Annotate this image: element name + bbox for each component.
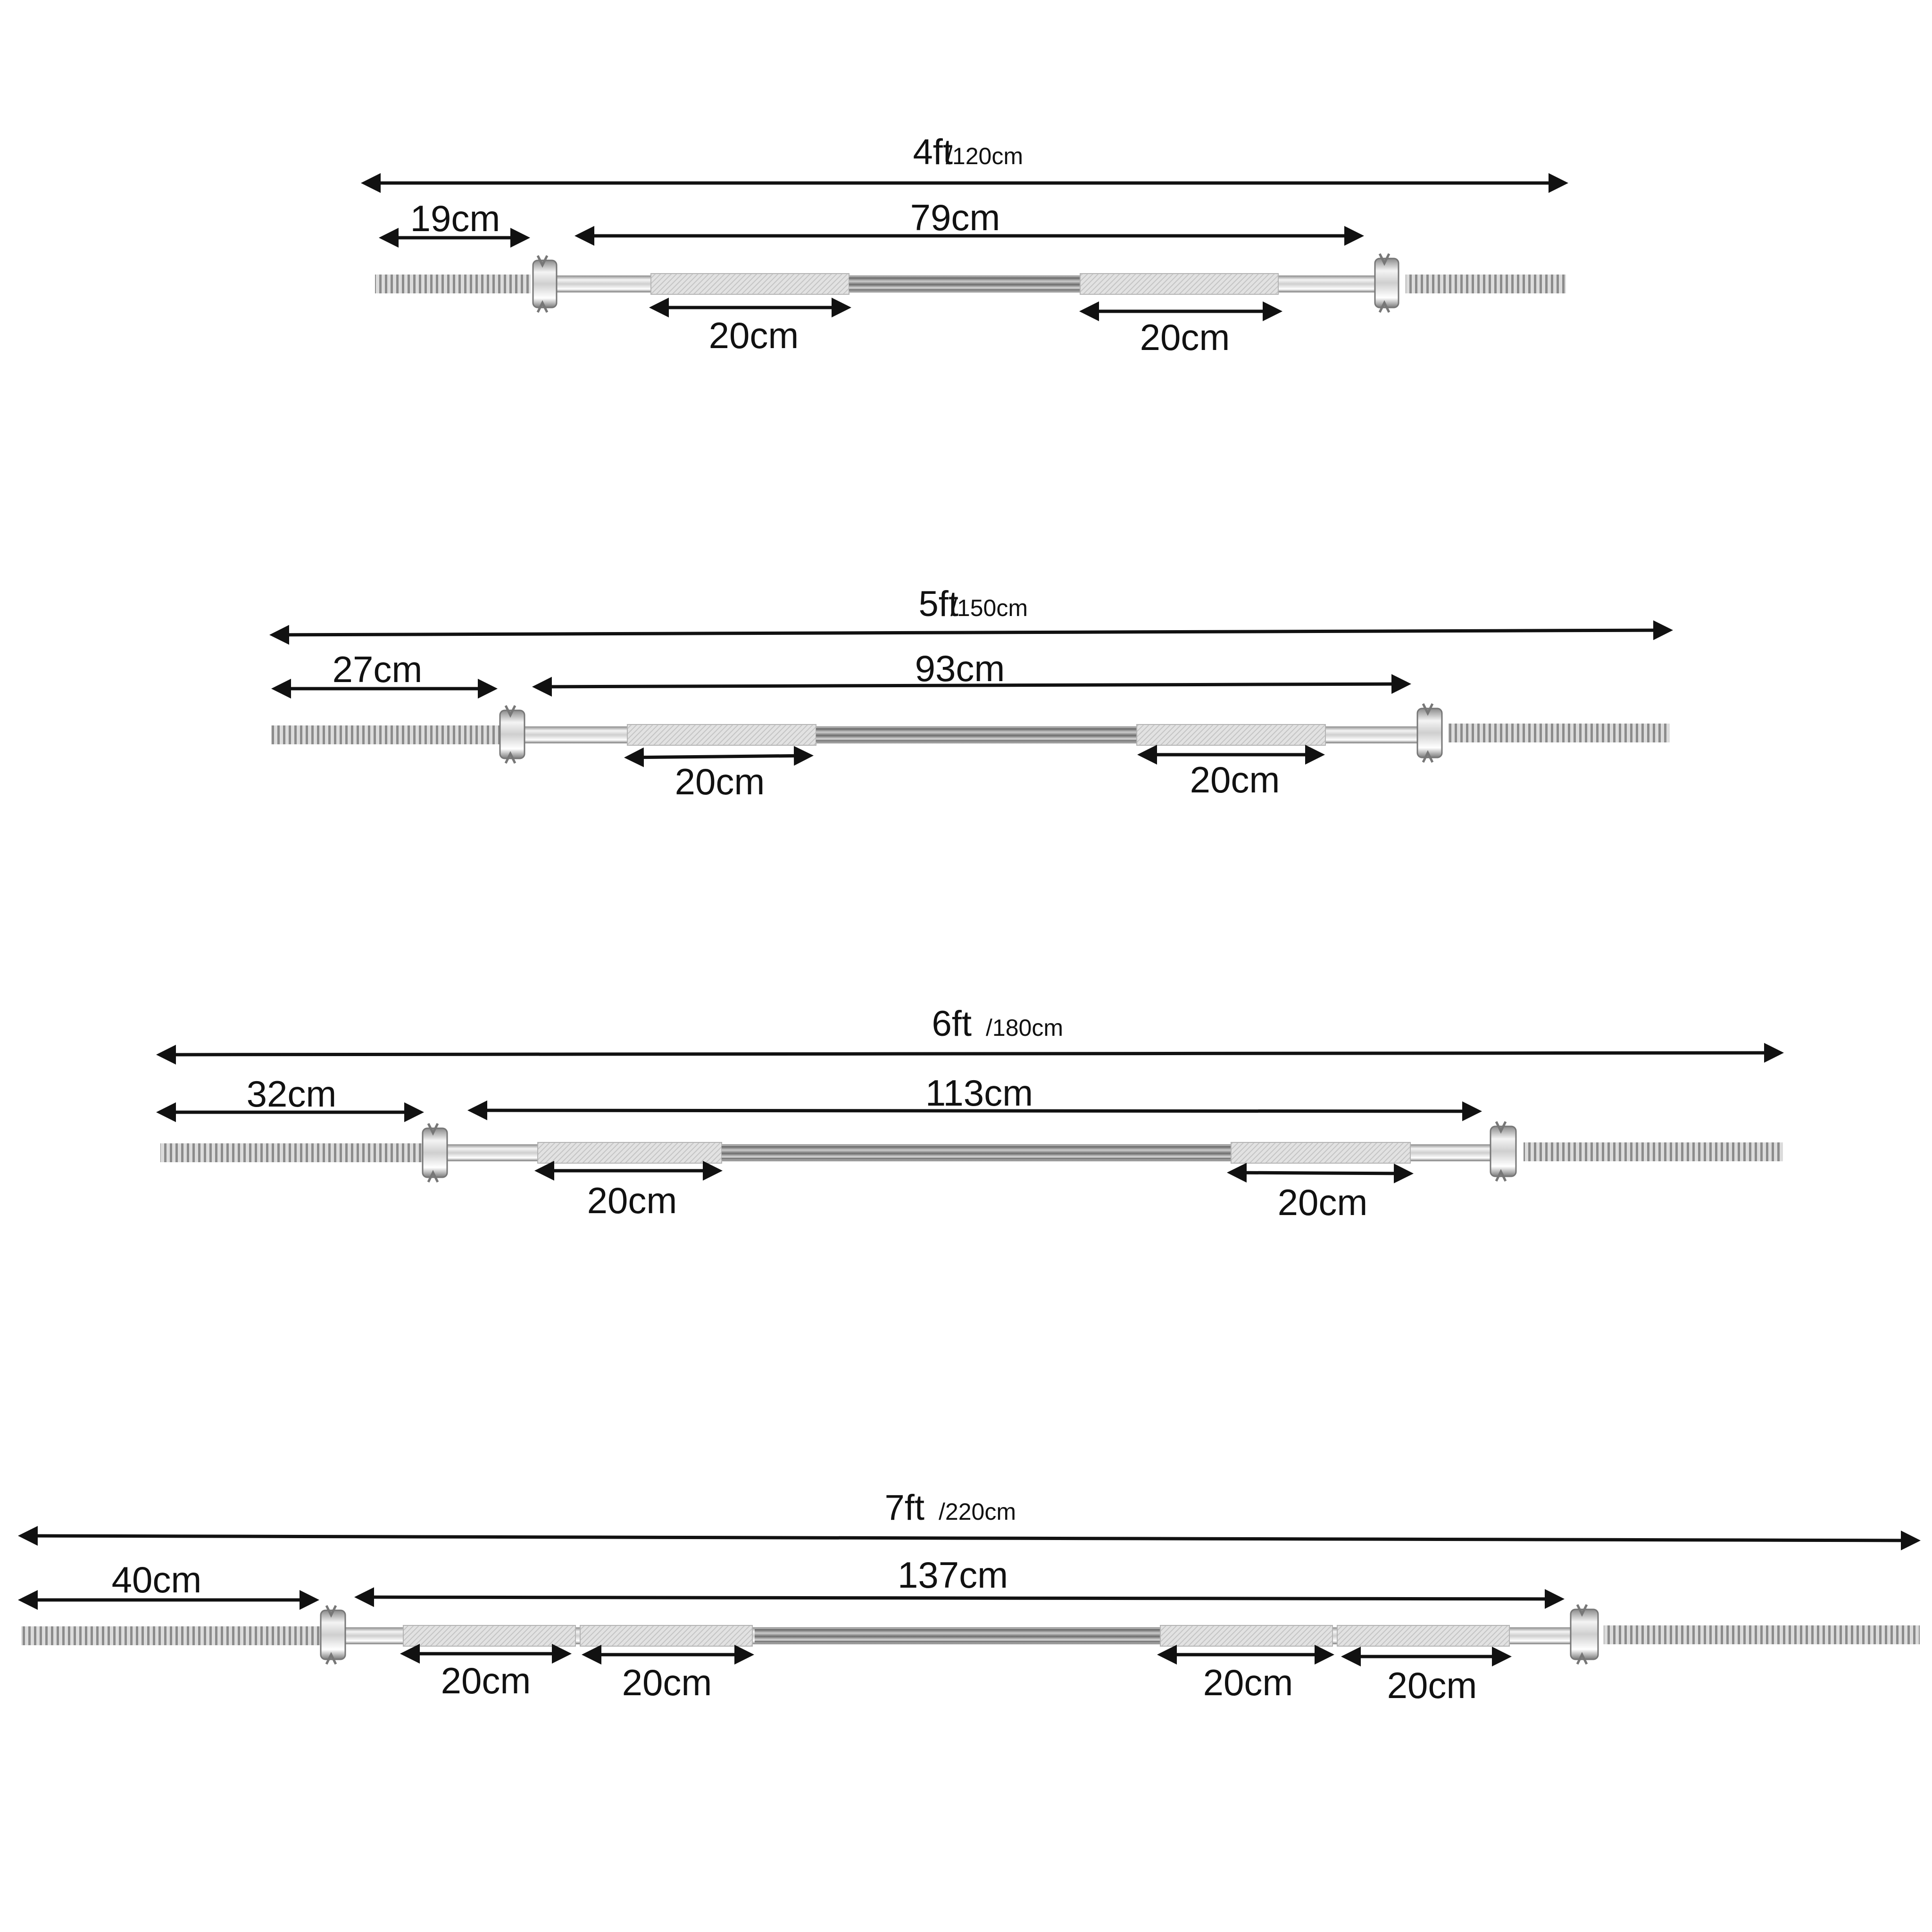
knurl-right-label-6ft: 20cm xyxy=(1277,1182,1368,1223)
total-length-label-5ft: 5ft xyxy=(918,584,958,624)
bar-6ft-group xyxy=(159,1004,1783,1223)
thread-right-6ft xyxy=(1524,1142,1783,1161)
knurl-right-label-4ft: 20cm xyxy=(1140,316,1230,358)
spin-lock-collar-right-4ft xyxy=(1375,254,1399,312)
thread-right-7ft xyxy=(1604,1625,1920,1644)
knurl-left-inner-7ft xyxy=(580,1625,752,1646)
barbell-4ft xyxy=(375,254,1566,312)
knurl-right-inner-label-7ft: 20cm xyxy=(1203,1662,1293,1703)
bar-4ft-group xyxy=(364,132,1566,358)
inner-length-label-4ft: 79cm xyxy=(910,197,1000,238)
sleeve-length-label-6ft: 32cm xyxy=(246,1073,337,1115)
total-length-metric-5ft: /150cm xyxy=(950,595,1028,621)
knurl-right-6ft xyxy=(1231,1142,1410,1163)
inner-length-label-7ft: 137cm xyxy=(897,1554,1008,1596)
total-length-arrow-6ft xyxy=(159,1053,1781,1055)
thread-right-4ft xyxy=(1406,275,1566,293)
knurl-left-outer-label-7ft: 20cm xyxy=(441,1660,531,1701)
knurl-left-6ft xyxy=(538,1142,722,1163)
center-smooth-4ft xyxy=(849,277,1080,291)
spin-lock-collar-left-7ft xyxy=(321,1606,345,1664)
knurl-right-inner-7ft xyxy=(1160,1625,1332,1646)
total-length-label-6ft: 6ft xyxy=(932,1004,972,1044)
knurl-left-label-6ft: 20cm xyxy=(587,1180,677,1221)
sleeve-length-label-7ft: 40cm xyxy=(111,1559,202,1600)
knurl-right-4ft xyxy=(1080,274,1278,294)
knurl-right-outer-label-7ft: 20cm xyxy=(1387,1665,1477,1706)
knurl-left-label-5ft: 20cm xyxy=(675,761,765,802)
thread-right-5ft xyxy=(1448,724,1670,742)
knurl-left-4ft xyxy=(651,274,849,294)
center-smooth-6ft xyxy=(722,1146,1231,1159)
bar-5ft-group xyxy=(271,584,1670,802)
total-length-label-4ft: 4ft xyxy=(913,132,953,172)
knurl-left-arrow-5ft xyxy=(627,756,810,758)
total-length-label-7ft: 7ft xyxy=(884,1488,924,1528)
inner-length-label-5ft: 93cm xyxy=(915,648,1005,689)
inner-length-arrow-7ft xyxy=(358,1597,1561,1599)
spin-lock-collar-left-5ft xyxy=(500,706,525,763)
knurl-right-outer-7ft xyxy=(1337,1625,1509,1646)
total-length-arrow-5ft xyxy=(273,630,1670,635)
total-length-metric-4ft: /120cm xyxy=(946,143,1023,169)
knurl-left-5ft xyxy=(627,724,816,745)
thread-left-6ft xyxy=(160,1143,425,1162)
thread-left-5ft xyxy=(271,725,502,744)
knurl-left-outer-7ft xyxy=(403,1625,575,1646)
spin-lock-collar-left-6ft xyxy=(423,1124,447,1182)
barbell-5ft xyxy=(271,704,1670,763)
spin-lock-collar-right-5ft xyxy=(1417,704,1442,762)
bar-7ft-group xyxy=(21,1488,1920,1706)
spin-lock-collar-left-4ft xyxy=(533,256,557,312)
knurl-right-arrow-6ft xyxy=(1230,1173,1410,1174)
knurl-right-5ft xyxy=(1137,724,1325,745)
knurl-left-label-4ft: 20cm xyxy=(708,315,799,356)
center-smooth-7ft xyxy=(755,1629,1160,1642)
sleeve-length-label-4ft: 19cm xyxy=(410,198,500,239)
inner-length-label-6ft: 113cm xyxy=(925,1072,1033,1114)
thread-left-7ft xyxy=(21,1626,323,1645)
barbell-7ft xyxy=(21,1605,1920,1664)
knurl-right-label-5ft: 20cm xyxy=(1190,759,1280,800)
barbell-6ft xyxy=(160,1122,1783,1182)
spin-lock-collar-right-7ft xyxy=(1571,1605,1598,1664)
knurl-left-inner-label-7ft: 20cm xyxy=(622,1662,712,1703)
thread-left-4ft xyxy=(375,275,531,293)
total-length-metric-7ft: /220cm xyxy=(939,1499,1016,1525)
sleeve-length-label-5ft: 27cm xyxy=(332,649,423,690)
spin-lock-collar-right-6ft xyxy=(1491,1122,1516,1181)
center-smooth-5ft xyxy=(816,728,1137,741)
total-length-arrow-7ft xyxy=(21,1536,1917,1541)
total-length-metric-6ft: /180cm xyxy=(986,1015,1063,1041)
